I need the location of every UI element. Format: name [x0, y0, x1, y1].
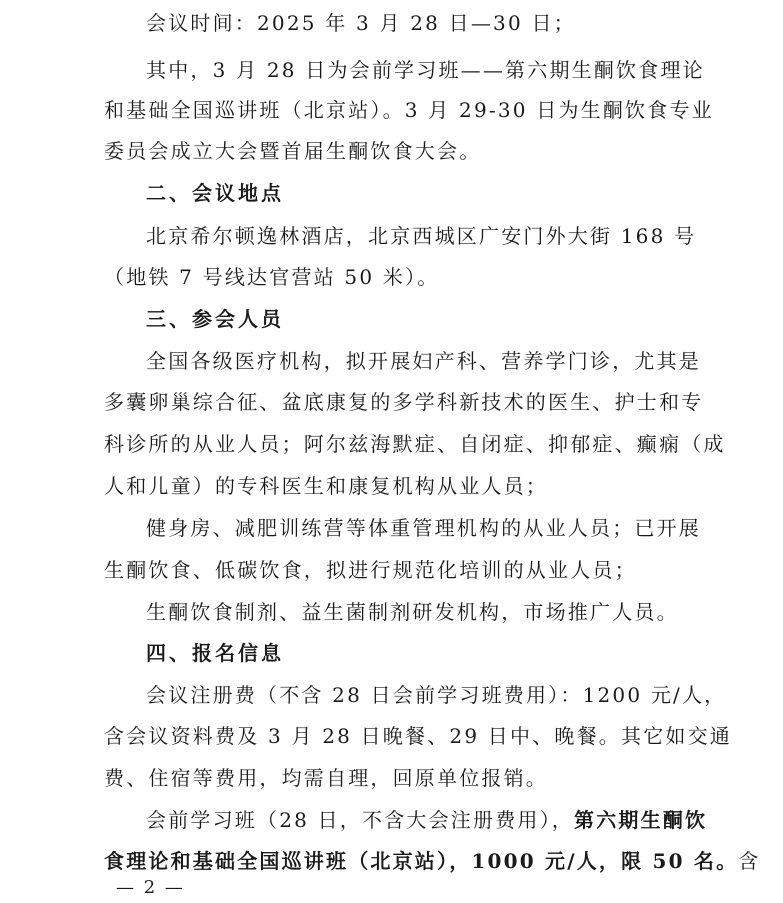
section-heading-attendees: 三、参会人员	[146, 307, 284, 331]
pre-course-text-bold-2: 食理论和基础全国巡讲班（北京站），1000 元/人，限 50 名。	[104, 849, 739, 873]
attendees-para2-line-2: 生酮饮食、低碳饮食，拟进行规范化培训的从业人员；	[104, 558, 637, 582]
pre-course-line-1	[146, 807, 746, 833]
page-number: — 2 —	[116, 877, 185, 898]
registration-line-2: 含会议资料费及 3 月 28 日晚餐、29 日中、晚餐。其它如交通	[104, 724, 733, 748]
attendees-para1-line-2: 多囊卵巢综合征、盆底康复的多学科新技术的医生、护士和专	[104, 390, 704, 414]
attendees-para1-line-4: 人和儿童）的专科医生和康复机构从业人员；	[104, 474, 548, 498]
pre-course-text-normal-2: 含	[738, 849, 761, 873]
meeting-time-line: 会议时间：2025 年 3 月 28 日—30 日；	[146, 11, 576, 35]
section-heading-venue: 二、会议地点	[146, 181, 284, 205]
attendees-para2-line-1: 健身房、减肥训练营等体重管理机构的从业人员；已开展	[146, 516, 701, 540]
venue-line-2: （地铁 7 号线达官营站 50 米）。	[104, 265, 440, 289]
pre-course-text-bold: 第六期生酮饮	[574, 808, 708, 832]
pre-course-line-2	[104, 848, 761, 874]
attendees-para3-line-1: 生酮饮食制剂、益生菌制剂研发机构，市场推广人员。	[146, 600, 679, 624]
attendees-para1-line-3: 科诊所的从业人员；阿尔兹海默症、自闭症、抑郁症、癫痫（成	[104, 432, 726, 456]
registration-line-1: 会议注册费（不含 28 日会前学习班费用）：1200 元/人，	[146, 683, 727, 707]
attendees-para1-line-1: 全国各级医疗机构，拟开展妇产科、营养学门诊，尤其是	[146, 349, 701, 373]
pre-course-text-normal: 会前学习班（28 日，不含大会注册费用），	[146, 808, 575, 832]
section-heading-registration: 四、报名信息	[146, 641, 284, 665]
registration-line-3: 费、住宿等费用，均需自理，回原单位报销。	[104, 766, 548, 790]
schedule-line-3: 委员会成立大会暨首届生酮饮食大会。	[104, 139, 482, 163]
schedule-line-2: 和基础全国巡讲班（北京站）。3 月 29-30 日为生酮饮食专业	[104, 98, 714, 122]
schedule-line-1: 其中，3 月 28 日为会前学习班——第六期生酮饮食理论	[146, 58, 705, 82]
venue-line-1: 北京希尔顿逸林酒店，北京西城区广安门外大街 168 号	[146, 224, 697, 248]
